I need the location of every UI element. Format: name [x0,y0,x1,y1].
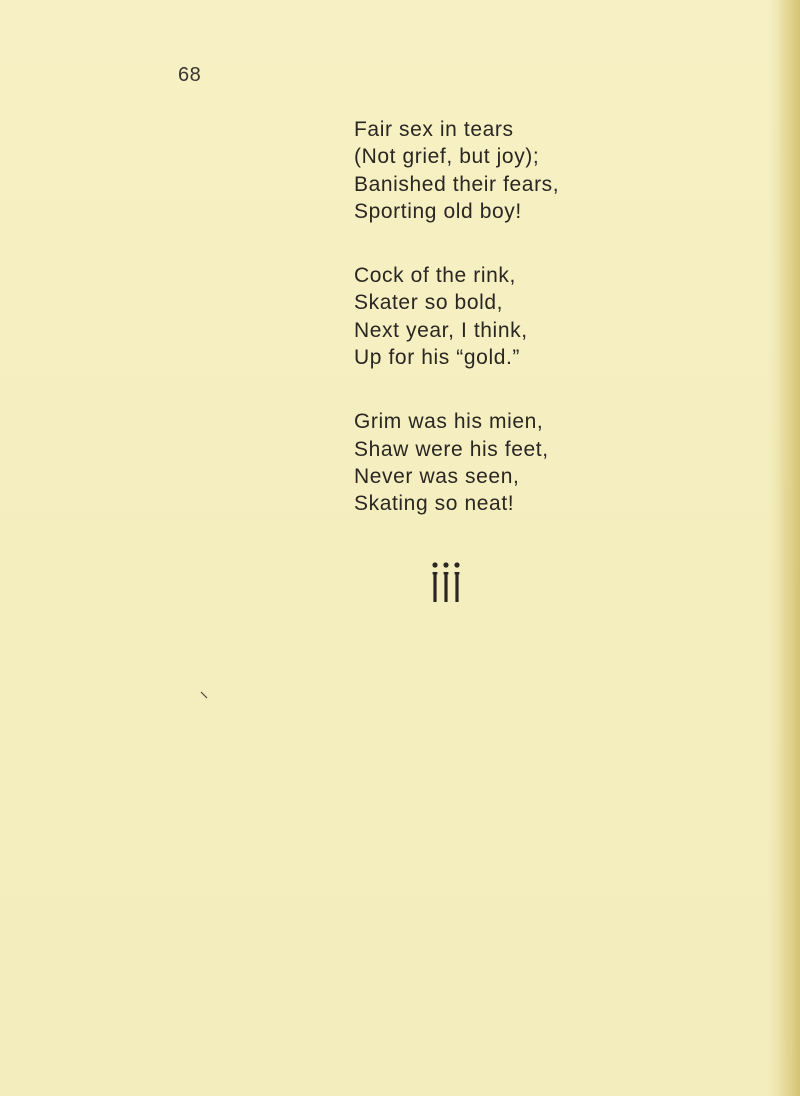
stanza-2 [354,262,714,371]
stanza-3 [354,408,714,517]
page-edge-shading [778,0,800,1096]
poem-line: Banished their fears, [354,172,560,196]
poem-line: Cock of the rink, [354,264,516,288]
poem-line: Skating so neat! [354,492,515,516]
poem-line: Sporting old boy! [354,199,522,223]
poem-line: Shaw were his feet, [354,437,549,461]
poem-line: Next year, I think, [354,318,528,342]
stanza-1 [354,116,714,225]
poem-line: Fair sex in tears [354,118,514,141]
poem-line: Never was seen, [354,464,520,488]
triple-dot-bar-ornament-icon [431,560,461,604]
poem-line: (Not grief, but joy); [354,145,540,169]
page-number: 68 [178,64,202,86]
poem-line: Skater so bold, [354,291,504,315]
stray-ink-mark [200,686,208,694]
poem-line: Grim was his mien, [354,410,544,434]
poem-line: Up for his “gold.” [354,346,521,370]
poem [354,116,714,555]
